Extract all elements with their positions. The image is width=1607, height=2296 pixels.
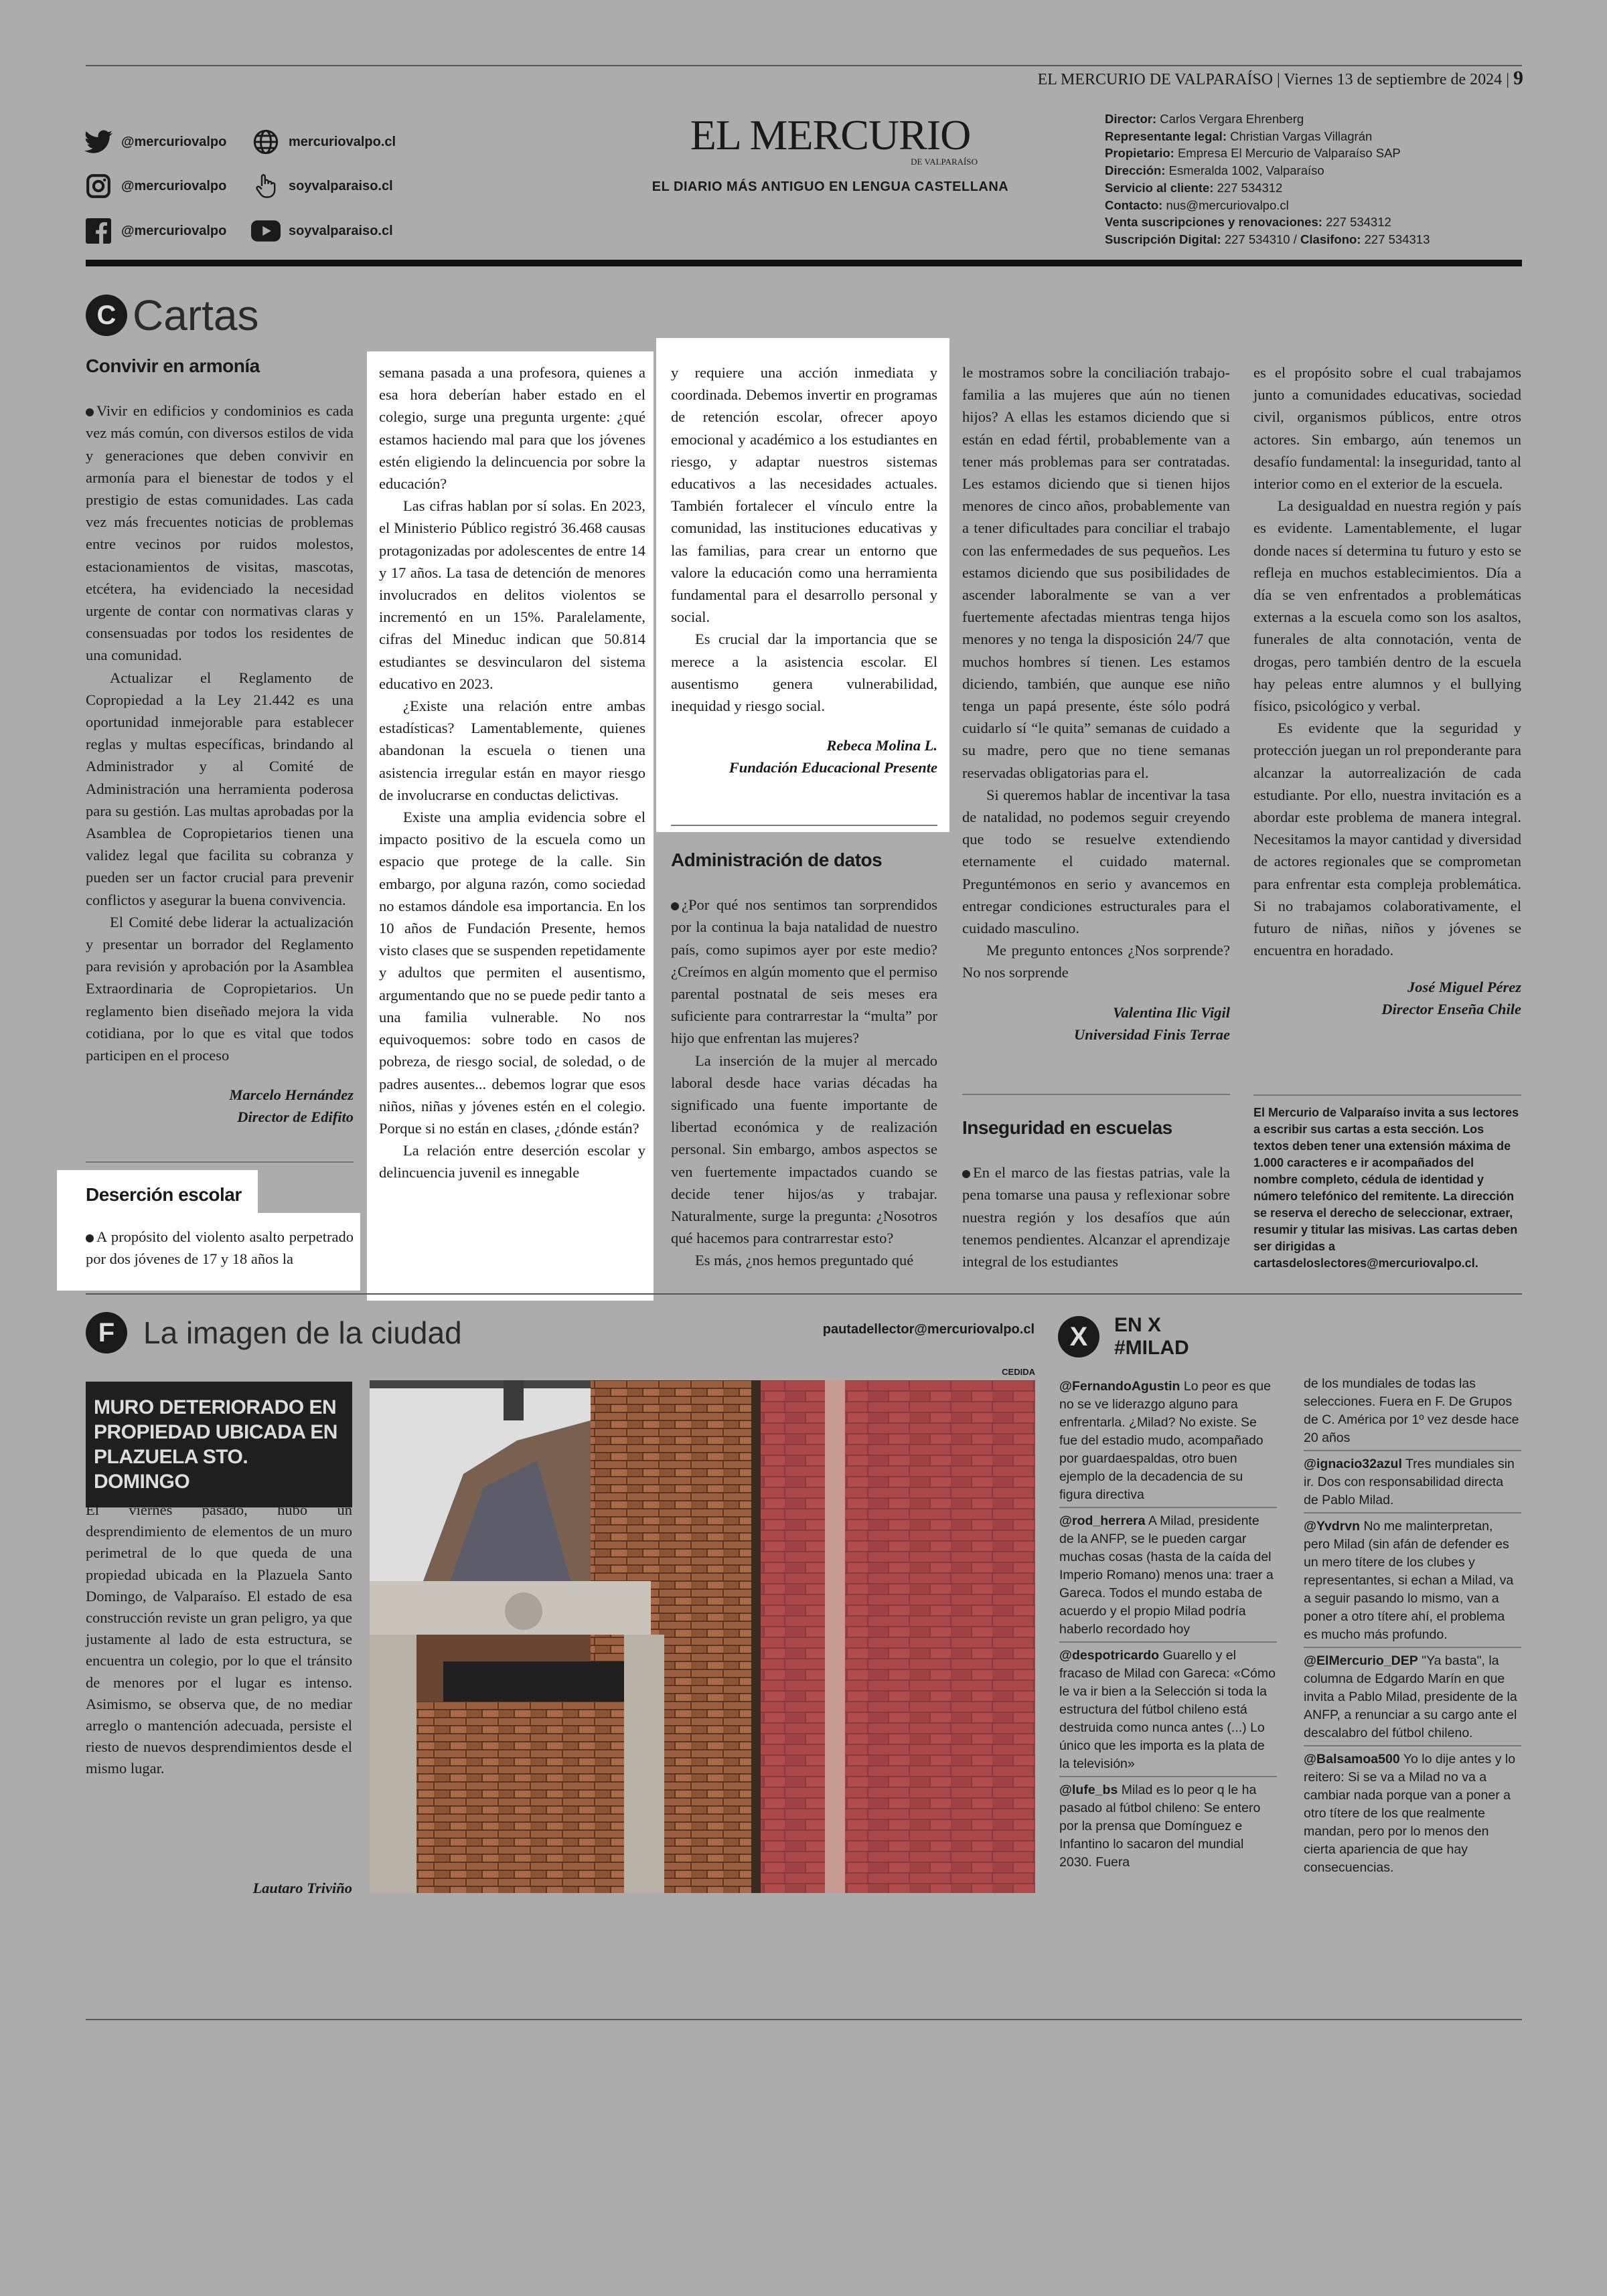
social-instagram[interactable]: @mercuriovalpo	[84, 171, 226, 201]
x-post[interactable]: @rod_herrera A Milad, presidente de la ANFP, se le pueden cargar muchas cosas (hasta de la caída del Imperio Romano) menos una: traer a Gareca. Todos el mundo estaba de acuerdo y el propio Milad podría haberlo recordado hoy	[1059, 1513, 1274, 1637]
twitter-icon	[84, 127, 113, 157]
post-divider	[1059, 1641, 1277, 1643]
staff-box	[1105, 110, 1533, 248]
column-divider	[86, 1161, 354, 1163]
photo-credit: CEDIDA	[1002, 1367, 1035, 1377]
cartas-column-5: es el propósito sobre el cual trabajamos junto a comunidades educativas, sociedad civil, organismos públicos, entre otros actores. Sin embargo, aún tenemos un desafío fundamental: la inseguridad, tanto al interior como en el exterior de la escuela. La desigualdad en nuestra región y país es evidente. Lamentablemente, el lugar donde naces sí determina tu futuro y esto se refleja en muchos establecimientos. Día a día se ven enfrentados a problemáticas externas a la escuela como son los asaltos, funerales de alta connotación, venta de drogas, pero también dentro de la escuela hay peleas entre alumnos y el bullying físico, psicológico y verbal. Es evidente que la seguridad y protección juegan un rol preponderante para alcanzar la autorrealización de cada estudiante. Por ello, nuestra invitación es a abordar este problema de manera integral. Necesitamos la mayor cantidad y diversidad de actores regionales que se comprometan para enfrentar esta compleja problemática. Si no trabajamos colaborativamente, el futuro de niñas, niños y jóvenes se encuentra en horadado. José Miguel Pérez Director Enseña Chile	[1253, 361, 1521, 1020]
enx-hashtag: #MILAD	[1114, 1337, 1189, 1359]
post-divider	[1304, 1450, 1521, 1451]
x-posts-right	[1304, 1375, 1521, 1877]
x-post[interactable]: de los mundiales de todas las selecciones. Fuera en F. De Grupos de C. América por 1º vez desde hace 20 años	[1304, 1376, 1519, 1445]
ciudad-title: La imagen de la ciudad	[143, 1315, 462, 1350]
cartas-badge: C	[86, 295, 127, 336]
letter-heading: Inseguridad en escuelas	[962, 1117, 1172, 1138]
header-dateline: EL MERCURIO DE VALPARAÍSO | Viernes 13 de septiembre de 2024 | 9	[1037, 67, 1523, 89]
social-youtube[interactable]: soyvalparaiso.cl	[251, 216, 393, 246]
bullet-dot	[86, 408, 94, 416]
letter-heading: Administración de datos	[671, 849, 883, 870]
masthead-sub: DE VALPARAÍSO	[911, 157, 978, 167]
staff-line: Propietario: Empresa El Mercurio de Valparaíso SAP	[1105, 146, 1401, 161]
x-post[interactable]: @FernandoAgustin Lo peor es que no se ve liderazgo alguno para enfrentarla. ¿Milad? No existe. Se fue del estadio mudo, acompañado por guardaespaldas, otro buen ejemplo de la decadencia de su figura directiva	[1059, 1379, 1271, 1502]
ciudad-headline: MURO DETERIORADO EN PROPIEDAD UBICADA EN PLAZUELA STO. DOMINGO	[86, 1382, 352, 1507]
bullet-dot	[962, 1170, 970, 1178]
x-post[interactable]: @despotricardo Guarello y el fracaso de Milad con Gareca: «Cómo le va ir bien a la Selección si toda la estructura del fútbol chileno está destruida como nunca antes (...) Lo único que les importa es la plata de la televisión»	[1059, 1648, 1276, 1771]
letter-heading: Deserción escolar	[86, 1184, 242, 1205]
masthead-tagline: EL DIARIO MÁS ANTIGUO EN LENGUA CASTELLANA	[652, 179, 1009, 194]
letter-heading: Convivir en armonía	[86, 355, 260, 376]
globe-icon	[251, 127, 281, 157]
x-post[interactable]: @ElMercurio_DEP "Ya basta", la columna de Edgardo Marín en que invita a Pablo Milad, presidente de la ANFP, a renunciar a su cargo ante el descalabro del fútbol chileno.	[1304, 1653, 1517, 1740]
bottom-rule	[86, 2019, 1522, 2020]
letter-signature: Rebeca Molina L. Fundación Educacional Presente	[729, 737, 937, 776]
enx-title: EN X	[1114, 1314, 1162, 1336]
masthead	[623, 111, 1038, 195]
social-soyvalparaiso[interactable]: soyvalparaiso.cl	[251, 171, 393, 201]
section-rule	[86, 1293, 1522, 1295]
cartas-column-3-lower: Administración de datos ¿Por qué nos sentimos tan sorprendidos por la continua la baja natalidad de nuestro país, como supimos ayer por este medio? ¿Creímos en algún momento que el permiso parental postnatal de seis meses era suficiente para contrarrestar la “multa” por hijo que enfrentan las mujeres? La inserción de la mujer al mercado laboral desde hace varias décadas ha significado una fuente importante de libertad económica y de realización personal. Sin embargo, ambos aspectos se ven fuertemente impactados cuando se decide tener hijos/as y trabajar. Naturalmente, surge la pregunta: ¿Nosotros qué hacemos para contrarrestar esto? Es más, ¿nos hemos preguntado qué	[671, 849, 937, 1269]
staff-line: Venta suscripciones y renovaciones: 227 534312	[1105, 215, 1391, 230]
cartas-submission-note: El Mercurio de Valparaíso invita a sus lectores a escribir sus cartas a esta sección. Los textos deben tener una extensión máxima de 1.000 caracteres e ir acompañados del nombre completo, cédula de identidad y número telefónico del remitente. La dirección se reserva el derecho de seleccionar, extraer, resumir y titular las misivas. Las cartas deben ser dirigidas a cartasdeloslectores@mercuriovalpo.cl.	[1253, 1106, 1519, 1270]
ciudad-body: El viernes pasado, hubo un desprendimiento de elementos de un muro perimetral de lo que queda de una propiedad ubicada en la Plazuela Santo Domingo, de Valparaíso. El estado de esa construcción reviste un gran peligro, ya que justamente al lado de esta estructura, se encuentra un colegio, por lo que el tránsito de menores por el lugar es intenso. Asimismo, se observa que, de no mediar arreglo o mantención adecuada, persiste el riesto de nuevos desprendimientos desde el mismo lugar.	[86, 1501, 352, 1777]
x-post[interactable]: @lufe_bs Milad es lo peor q le ha pasado al fútbol chileno: Se entero por la prensa que Domínguez e Infantino lo sacaron del mundial 2030. Fuera	[1059, 1783, 1261, 1870]
issue-date: Viernes 13 de septiembre de 2024	[1284, 71, 1503, 88]
x-posts-left	[1059, 1378, 1277, 1872]
column-divider	[671, 825, 937, 826]
staff-line: Servicio al cliente: 227 534312	[1105, 180, 1283, 195]
column-divider	[1253, 1094, 1521, 1096]
cartas-column-4: le mostramos sobre la conciliación trabajo-familia a las mujeres que aún no tienen hijos? A ellas les estamos diciendo que si están en edad fértil, probablemente van a tener más problemas para ser contratadas. Les estamos diciendo que si tienen hijos menores de cinco años, probablemente van a tener dificultades para conciliar el trabajo con las enfermedades de sus pequeños. Les estamos diciendo que sus posibilidades de ascender laboralmente se van a ver fuertemente afectadas mientras tenga hijos menores y no tenga la disposición 24/7 que muchos hombres sí tienen. Les estamos diciendo, también, que aunque ese niño tenga un papá presente, éste sólo podrá cuidarlo sí “le quita” semanas de cuidado a su madre, pero que no tiene semanas reservadas obligatorias para el. Si queremos hablar de incentivar la tasa de natalidad, no podemos seguir creyendo que todo se resuelve extendiendo eternamente el cuidado maternal. Preguntémonos en serio y avancemos en entregar condiciones estructurales para el cuidado masculino. Me pregunto entonces ¿Nos sorprende? No nos sorprende Valentina Ilic Vigil Universidad Finis Terrae	[962, 361, 1230, 1046]
cartas-column-4-lower: Inseguridad en escuelas En el marco de las fiestas patrias, vale la pena tomarse una pausa y reflexionar sobre nuestra región y los desafíos que aún tenemos pendientes. Alcanzar el aprendizaje integral de los estudiantes	[962, 1117, 1230, 1270]
social-website[interactable]: mercuriovalpo.cl	[251, 127, 396, 157]
ciudad-section-title	[86, 1312, 462, 1354]
x-logo-icon: X	[1058, 1316, 1099, 1358]
top-rule	[86, 65, 1522, 66]
bullet-dot	[671, 902, 679, 910]
ciudad-badge: F	[86, 1312, 127, 1354]
facebook-icon	[84, 216, 113, 246]
x-post[interactable]: @Yvdrvn No me malinterpretan, pero Milad (sin afán de defender es un mero títere de los clubes y representantes, si echan a Milad, va a seguir pasando lo mismo, van a poner a otro títere ahí, el problema es mucho más profundo.	[1304, 1519, 1514, 1642]
social-facebook[interactable]: @mercuriovalpo	[84, 216, 226, 246]
staff-line: Representante legal: Christian Vargas Villagrán	[1105, 129, 1373, 143]
cartas-title: Cartas	[133, 291, 259, 339]
ciudad-email[interactable]: pautadellector@mercuriovalpo.cl	[822, 1322, 1035, 1337]
staff-line: Contacto: nus@mercuriovalpo.cl	[1105, 197, 1289, 212]
header-thick-rule	[86, 260, 1522, 266]
letter-signature: Marcelo Hernández Director de Edifito	[229, 1086, 354, 1126]
letter-signature: Valentina Ilic Vigil Universidad Finis Terrae	[1074, 1003, 1230, 1043]
ciudad-author: Lautaro Triviño	[252, 1880, 352, 1896]
masthead-name: EL MERCURIO	[690, 111, 971, 159]
column-divider	[962, 1094, 1230, 1095]
post-divider	[1059, 1776, 1277, 1777]
cartas-column-1: Convivir en armonía Vivir en edificios y condominios es cada vez más común, con diversos estilos de vida y generaciones que deben convivir en armonía para el bienestar de todos y el prestigio de estas comunidades. Las cada vez más frecuentes noticias de problemas entre vecinos por ruidos molestos, estacionamientos de visitas, mascotas, etcétera, ha evidenciado la necesidad urgente de contar con normativas claras y consensuadas por todos los residentes de una comunidad. Actualizar el Reglamento de Copropiedad a la Ley 21.442 es una oportunidad inmejorable para establecer reglas y multas específicas, brindando al Administrador y al Comité de Administración una herramienta poderosa para su gestión. Las multas aprobadas por la Asamblea de Copropietarios tienen una validez legal que facilita su cobranza y pueden ser un factor crucial para prevenir conflictos y asegurar la buena convivencia. El Comité debe liderar la actualización y presentar un borrador del Reglamento para revisión y aprobación por la Asamblea Extraordinaria de Copropietarios. Un reglamento bien diseñado mejora la vida cotidiana, por lo que es vital que todos participen en el proceso Marcelo Hernández Director de Edifito	[86, 355, 354, 1128]
cartas-section-title	[86, 291, 259, 340]
post-divider	[1304, 1512, 1521, 1513]
youtube-icon	[251, 216, 281, 246]
x-post[interactable]: @ignacio32azul Tres mundiales sin ir. Dos con responsabilidad directa de Pablo Milad.	[1304, 1457, 1515, 1507]
post-divider	[1059, 1507, 1277, 1508]
desercion-letter-start: Deserción escolar A propósito del violento asalto perpetrado por dos jóvenes de 17 y 18 años la	[86, 1184, 354, 1268]
letter-signature: José Miguel Pérez Director Enseña Chile	[1381, 979, 1521, 1018]
social-links	[84, 127, 432, 261]
cartas-column-2: semana pasada a una profesora, quienes a esa hora deberían haber estado en el colegio, surge una pregunta urgente: ¿qué estamos haciendo mal para que los jóvenes estén eligiendo la delincuencia por sobre la educación? Las cifras hablan por sí solas. En 2023, el Ministerio Público registró 36.468 causas protagonizadas por adolescentes de entre 14 y 17 años. La tasa de detención de menores involucrados en delitos violentos se incrementó en un 15%. Paralelamente, cifras del Mineduc indican que 50.814 estudiantes se desvincularon del sistema educativo en 2023. ¿Existe una relación entre ambas estadísticas? Lamentablemente, quienes abandonan la escuela o tienen una asistencia irregular están en mayor riesgo de involucrarse en conductas delictivas. Existe una amplia evidencia sobre el impacto positivo de la escuela como un espacio que protege de la calle. Sin embargo, por alguna razón, como sociedad no estamos dándole esa importancia. En los 10 años de Fundación Presente, hemos visto clases que se suspenden repetidamente y adultos que permiten el ausentismo, argumentando que no se puede pedir tanto a una familia vulnerable. No nos equivoquemos: sobre todo en casos de pobreza, de riesgo social, de soledad, o de padres ausentes... debemos lograr que esos niños, niñas y jóvenes estén en el colegio. Porque si no están en clases, ¿dónde están? La relación entre deserción escolar y delincuencia juvenil es innegable	[379, 364, 646, 1181]
staff-line: Director: Carlos Vergara Ehrenberg	[1105, 112, 1304, 126]
post-divider	[1304, 1745, 1521, 1746]
post-divider	[1304, 1647, 1521, 1648]
bullet-dot	[86, 1234, 94, 1242]
staff-line: Dirección: Esmeralda 1002, Valparaíso	[1105, 163, 1324, 178]
ciudad-photo	[370, 1380, 1035, 1893]
publication-name: EL MERCURIO DE VALPARAÍSO	[1037, 71, 1273, 88]
social-twitter[interactable]: @mercuriovalpo	[84, 127, 226, 157]
x-post[interactable]: @Balsamoa500 Yo lo dije antes y lo reitero: Si se va a Milad no va a cambiar nada porque van a poner a otro títere de los que realmente mandan, pero por lo menos den cierta apariencia de que hay consecuencias.	[1304, 1752, 1516, 1875]
page-number: 9	[1513, 67, 1523, 89]
staff-line: Suscripción Digital: 227 534310 / Clasifono: 227 534313	[1105, 232, 1430, 246]
hand-pointer-icon	[251, 171, 281, 201]
instagram-icon	[84, 171, 113, 201]
enx-section-title	[1058, 1314, 1189, 1360]
cartas-column-3: y requiere una acción inmediata y coordinada. Debemos invertir en programas de retención escolar, ofrecer apoyo emocional y académico a los estudiantes en riesgo, y adaptar nuestros sistemas educativos a las necesidades actuales. También fortalecer el vínculo entre la comunidad, las instituciones educativas y las familias, para crear un entorno que valore la educación como una herramienta fundamental para el desarrollo personal y social. Es crucial dar la importancia que se merece a la asistencia escolar. El ausentismo genera vulnerabilidad, inequidad y riesgo social. Rebeca Molina L. Fundación Educacional Presente	[671, 361, 937, 778]
